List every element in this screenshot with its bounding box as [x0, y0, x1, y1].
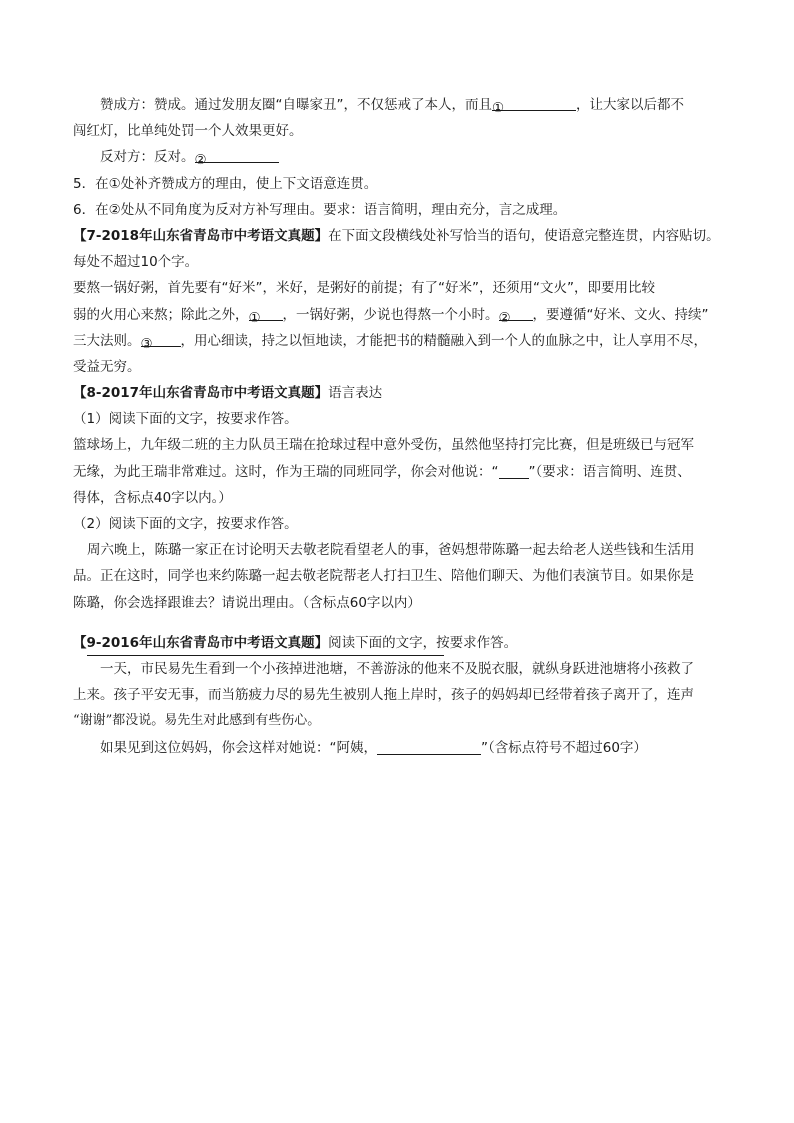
q4-pro-text-after-blank: ，让大家以后都不 [576, 97, 684, 113]
q8-s1-text-before-blank: 无缘，为此王瑞非常难过。这时，作为王瑞的同班同学，你会对他说：“ [73, 463, 499, 480]
q7-passage-line1: 要熬一锅好粥，首先要有“好米”，米好，是粥好的前提；有了“好米”，还须用“文火”，即要用比较 [73, 280, 655, 297]
q9-prompt-tail: ”（含标点符号不超过60字） [481, 739, 647, 756]
q4-pro-text-before-blank: 赞成方：赞成。通过发朋友圈“自曝家丑”，不仅惩戒了本人，而且 [100, 97, 492, 113]
q9-prompt-text: 如果见到这位妈妈，你会这样对她说：“阿姨， [100, 739, 377, 756]
q4-pro-line2: 闯红灯，比单纯处罚一个人效果更好。 [73, 123, 303, 140]
q7-text-a: 弱的火用心来熬；除此之外， [73, 306, 249, 323]
q9-passage-line3: “谢谢”都没说。易先生对此感到有些伤心。 [73, 713, 321, 729]
answer-blank-q9[interactable] [377, 739, 481, 755]
question-7-header [73, 223, 733, 249]
answer-blank-q7-3[interactable] [140, 331, 181, 352]
q8-source-tag: 【8-2017年山东省青岛市中考语文真题】 [73, 385, 329, 402]
q8-s1-line2 [73, 459, 733, 485]
answer-blank-q8-1[interactable] [499, 463, 529, 479]
q7-text-d: 三大法则。 [73, 332, 141, 349]
question-5: 5．在①处补齐赞成方的理由，使上下文语意连贯。 [73, 175, 378, 192]
question-9-header [73, 630, 733, 656]
blank-2-marker: ② [194, 152, 207, 169]
q7-marker-2: ② [498, 309, 511, 326]
q8-s1-line1: 篮球场上，九年级二班的主力队员王瑞在抢球过程中意外受伤，虽然他坚持打完比赛，但是班级已与冠军 [73, 437, 694, 454]
q7-passage-line2 [73, 302, 733, 328]
q9-prompt-line [73, 735, 733, 761]
q7-passage-line4: 受益无穷。 [73, 358, 141, 375]
q4-con-line [73, 144, 733, 170]
question-8-header [73, 380, 733, 406]
q8-title: 语言表达 [328, 385, 383, 402]
q7-marker-1: ① [248, 309, 261, 326]
q7-text-b: ，一锅好粥，少说也得熬一个小时。 [282, 306, 499, 323]
q7-passage-line3 [73, 328, 733, 354]
q7-instruction: 在下面文段横线处补写恰当的语句，使语意完整连贯，内容贴切。 [328, 227, 720, 244]
horizontal-rule [87, 655, 444, 656]
q9-passage-line2: 上来。孩子平安无事，而当筋疲力尽的易先生被别人拖上岸时，孩子的妈妈却已经带着孩子离开了，连声 [73, 687, 694, 704]
q8-s1-line3: 得体，含标点40字以内。） [73, 489, 232, 506]
q8-s2-line1: 周六晚上，陈璐一家正在讨论明天去敬老院看望老人的事，爸妈想带陈璐一起去给老人送些钱和生活用 [87, 542, 695, 559]
q8-sub-question-1: （1）阅读下面的文字，按要求作答。 [73, 411, 298, 428]
q7-instruction-line2: 每处不超过10个字。 [73, 254, 199, 271]
q8-s2-line2: 品。正在这时，同学也来约陈璐一起去敬老院帮老人打扫卫生、陪他们聊天、为他们表演节目。如果你是 [73, 568, 694, 585]
answer-blank-2[interactable] [194, 147, 279, 169]
q9-instruction: 阅读下面的文字，按要求作答。 [328, 634, 518, 651]
q8-s2-line3: 陈璐，你会选择跟谁去？请说出理由。（含标点60字以内） [73, 594, 421, 611]
separator-gap [73, 616, 733, 630]
q7-source-tag: 【7-2018年山东省青岛市中考语文真题】 [73, 227, 329, 244]
q8-sub-question-2: （2）阅读下面的文字，按要求作答。 [73, 516, 298, 532]
answer-blank-q7-1[interactable] [248, 305, 283, 326]
q7-marker-3: ③ [140, 335, 153, 352]
q9-source-tag: 【9-2016年山东省青岛市中考语文真题】 [73, 634, 329, 651]
exam-content [73, 92, 733, 761]
q4-pro-line1 [73, 92, 733, 118]
blank-1-marker: ① [492, 100, 505, 116]
answer-blank-q7-2[interactable] [498, 305, 533, 326]
answer-blank-1[interactable] [492, 95, 576, 116]
q4-con-text: 反对方：反对。 [100, 149, 195, 166]
q7-text-c: ，要遵循“好米、文火、持续” [532, 306, 709, 323]
question-6: 6．在②处从不同角度为反对方补写理由。要求：语言简明，理由充分，言之成理。 [73, 201, 567, 218]
q7-text-e: ，用心细读，持之以恒地读，才能把书的精髓融入到一个人的血脉之中，让人享用不尽， [180, 332, 707, 349]
q8-s1-text-after-blank: ”（要求：语言简明、连贯、 [528, 463, 691, 480]
q9-passage-line1: 一天，市民易先生看到一个小孩掉进池塘，不善游泳的他来不及脱衣服，就纵身跃进池塘将小孩救了 [100, 660, 694, 677]
